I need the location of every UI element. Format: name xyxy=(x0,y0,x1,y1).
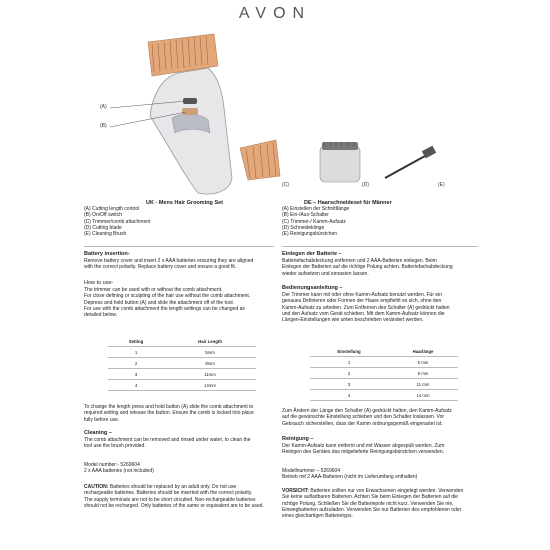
de-caution-line: Batterien sollten nur von Erwachsenen eingelegt werden. Verwenden xyxy=(308,488,464,494)
list-item: should not be recharged. Only batteries of the same or equivalent are to be used. xyxy=(84,502,264,509)
table-cell: 3 xyxy=(310,379,388,390)
list-item: Zum Ändern der Länge den Schalter (A) gedrückt halten, den Kamm-Aufsatz xyxy=(282,408,452,414)
list-item: und den Aufsatz vom Gerät schieben. Mit dem Kamm-Aufsatz können die xyxy=(282,310,445,317)
uk-caution-line: Batteries should be replaced by an adult only. Do not use xyxy=(108,484,237,490)
uk-parts-list xyxy=(84,206,276,237)
table-cell: 1 xyxy=(310,357,388,368)
divider xyxy=(282,246,478,247)
de-caution-section xyxy=(282,488,497,519)
cleaning-brush-illustration xyxy=(385,146,436,178)
list-item: (A) Einstellen der Schnittlänge xyxy=(282,206,350,212)
de-cleaning-heading: Reinigung – xyxy=(282,436,314,442)
figure-label-a: (A) xyxy=(100,104,107,110)
table-cell: 5 mm xyxy=(388,357,458,368)
table-row xyxy=(108,347,256,358)
table-row xyxy=(310,390,458,401)
list-item: eines gleichartigen Batterietyps. xyxy=(282,513,353,520)
list-item: Einwegbatterien aufzuladen. Verwenden Sie nur Batterien des empfohlenen oder xyxy=(282,506,462,513)
list-item: (B) Ein-/Aus-Schalter xyxy=(282,212,329,219)
list-item: with the correct polarity. Replace battery cover and ensure a good fit. xyxy=(84,264,237,271)
table-cell: 2 xyxy=(310,368,388,379)
table-row xyxy=(108,369,256,380)
table-cell: 9mm xyxy=(164,358,256,369)
uk-title: UK - Mens Hair Grooming Set xyxy=(146,200,224,206)
list-item: Der Kamm-Aufsatz kann entfernt und mit Wasser abgespült werden. Zum xyxy=(282,443,445,449)
de-model-number: Modellnummer – 5269604 xyxy=(282,468,341,474)
de-howto-section xyxy=(282,285,492,323)
list-item: The trimmer can be used with or without the comb attachment. xyxy=(84,287,223,293)
table-header-length: Haarlänge xyxy=(388,346,458,357)
de-battery-heading: Einlegen der Batterie – xyxy=(282,251,342,257)
list-item: (C) Trimmer/comb attachment xyxy=(84,218,151,225)
uk-cleaning-heading: Cleaning – xyxy=(84,430,112,436)
uk-length-table xyxy=(108,336,256,391)
uk-caution-label: CAUTION: xyxy=(84,484,109,490)
table-cell: 4 xyxy=(310,390,388,401)
table-row xyxy=(310,346,458,357)
table-cell: 9 mm xyxy=(388,368,458,379)
de-section xyxy=(282,200,482,237)
list-item: (B) On/Off switch xyxy=(84,212,122,219)
de-length-table xyxy=(310,346,458,401)
list-item: For use with the comb attachment the length settings can be changed as xyxy=(84,305,245,312)
list-item: required setting and release the button. Ensure the comb is locked into place xyxy=(84,410,254,417)
de-model-section xyxy=(282,468,492,481)
de-title: DE – Haarschneideset für Männer xyxy=(304,200,392,206)
table-row xyxy=(108,358,256,369)
list-item: For close defining or sculpting of the hair use without the comb attachment. xyxy=(84,293,251,300)
table-cell: 3 xyxy=(108,369,164,380)
figure-label-e: (E) xyxy=(438,182,445,188)
uk-model-number: Model number:- 5269604 xyxy=(84,462,140,468)
uk-battery-note: 2 x AAA batteries (not included) xyxy=(84,468,154,475)
table-cell: 2 xyxy=(108,358,164,369)
list-item: The supply terminals are not to be short circuited. Non-rechargeable batteries xyxy=(84,496,256,503)
table-header-setting: Setting xyxy=(108,336,164,347)
uk-section xyxy=(84,200,276,237)
list-item: (C) Trimmer-/ Kamm-Aufsatz xyxy=(282,218,346,225)
uk-howto-section xyxy=(84,280,284,318)
list-item: fully before use. xyxy=(84,416,120,423)
uk-battery-heading: Battery insertion- xyxy=(84,251,130,257)
table-cell: 11 mm xyxy=(388,379,458,390)
table-cell: 14 mm xyxy=(388,390,458,401)
table-row xyxy=(310,357,458,368)
list-item: Gebrauch sicherstellen, dass der Kamm ordnungsgemäß eingerastet ist. xyxy=(282,420,443,427)
table-cell: 14mm xyxy=(164,380,256,391)
de-battery-note: Betrieb mit 2 AAA-Batterien (nicht im Lieferumfang enthalten) xyxy=(282,474,418,481)
table-header-setting: Einstellung xyxy=(310,346,388,357)
list-item: Der Trimmer kann mit oder ohne Kamm-Aufsatz benutzt werden. Für ein xyxy=(282,292,443,298)
list-item: Depress and hold button (A) and slide the attachment off of the tool. xyxy=(84,299,235,306)
figure-label-c: (C) xyxy=(282,182,289,188)
list-item: detailed below. xyxy=(84,312,118,319)
table-header-length: Hair Length xyxy=(164,336,256,347)
list-item: (D) Schneideklinge xyxy=(282,224,325,231)
table-row xyxy=(108,336,256,347)
uk-cleaning-section xyxy=(84,430,284,450)
de-parts-list xyxy=(282,206,482,237)
de-battery-section xyxy=(282,251,492,277)
table-row xyxy=(310,379,458,390)
list-item: (E) Cleaning Brush xyxy=(84,231,127,238)
de-change-section xyxy=(282,408,492,427)
list-item: Längen-Einstellungen wie unten beschrieben verändert werden. xyxy=(282,317,424,324)
brand-logo: AVON xyxy=(238,5,312,22)
list-item: rechargeable batteries. Batteries should be inserted with the correct polarity. xyxy=(84,490,253,497)
list-item: To change the length press and hold button (A) slide the comb attachment to xyxy=(84,404,254,410)
table-row xyxy=(108,380,256,391)
list-item: (A) Cutting length control xyxy=(84,206,140,212)
trimmer-illustration xyxy=(110,34,232,194)
list-item: Reinigen des Gerätes das mitgelieferte Reinigungsbürstchen verwenden. xyxy=(282,449,445,456)
uk-howto-heading: How to use- xyxy=(84,280,114,286)
uk-change-section xyxy=(84,404,284,423)
list-item: richtige Polung. Schließen Sie die Batteriepole nicht kurz. Verwenden Sie nie, xyxy=(282,500,454,507)
comb-attachment-illustration xyxy=(240,140,280,180)
de-cleaning-section xyxy=(282,436,492,456)
divider xyxy=(84,246,274,247)
list-item: Kamm-Aufsatz zu arbeiten. Zum Entfernen des Schalter (A) gedrückt halten xyxy=(282,304,450,311)
list-item: tool use the brush provided. xyxy=(84,443,146,450)
uk-model-section xyxy=(84,462,284,475)
de-howto-heading: Bedienungsanleitung – xyxy=(282,285,343,291)
list-item: The comb attachment can be removed and rinsed under water, to clean the xyxy=(84,437,251,443)
list-item: genaues Definieren oder Formen der Haare empfiehlt es sich, ohne den xyxy=(282,298,442,305)
list-item: (D) Cutting blade xyxy=(84,224,122,231)
list-item: Sie keine aufladbaren Batterien. Achten Sie beim Einlegen der Batterien auf die xyxy=(282,494,458,501)
list-item: wieder aufsetzen und einrasten lassen. xyxy=(282,270,369,277)
uk-caution-section xyxy=(84,484,284,509)
product-illustration xyxy=(90,28,490,198)
figure-label-d: (D) xyxy=(362,182,369,188)
cutting-blade-illustration xyxy=(320,142,360,182)
figure-label-b: (B) xyxy=(100,123,107,129)
table-row xyxy=(310,368,458,379)
table-cell: 5mm xyxy=(164,347,256,358)
list-item: (E) Reinigungsbürstchen xyxy=(282,231,338,238)
table-cell: 1 xyxy=(108,347,164,358)
uk-battery-section xyxy=(84,251,284,271)
de-caution-label: VORSICHT: xyxy=(282,488,309,494)
table-cell: 4 xyxy=(108,380,164,391)
list-item: Batteriefachabdeckung entfernen und 2 AAA-Batterien einlegen. Beim xyxy=(282,258,437,264)
table-cell: 11mm xyxy=(164,369,256,380)
list-item: Remove battery cover and insert 2 x AAA batteries ensuring they are aligned xyxy=(84,258,254,264)
list-item: auf die gewünschte Einstellung schieben und den Schalter loslassen. Vor xyxy=(282,414,445,421)
list-item: Einlegen der Batterien auf die richtige Polung achten. Batteriefachabdeckung xyxy=(282,264,453,271)
